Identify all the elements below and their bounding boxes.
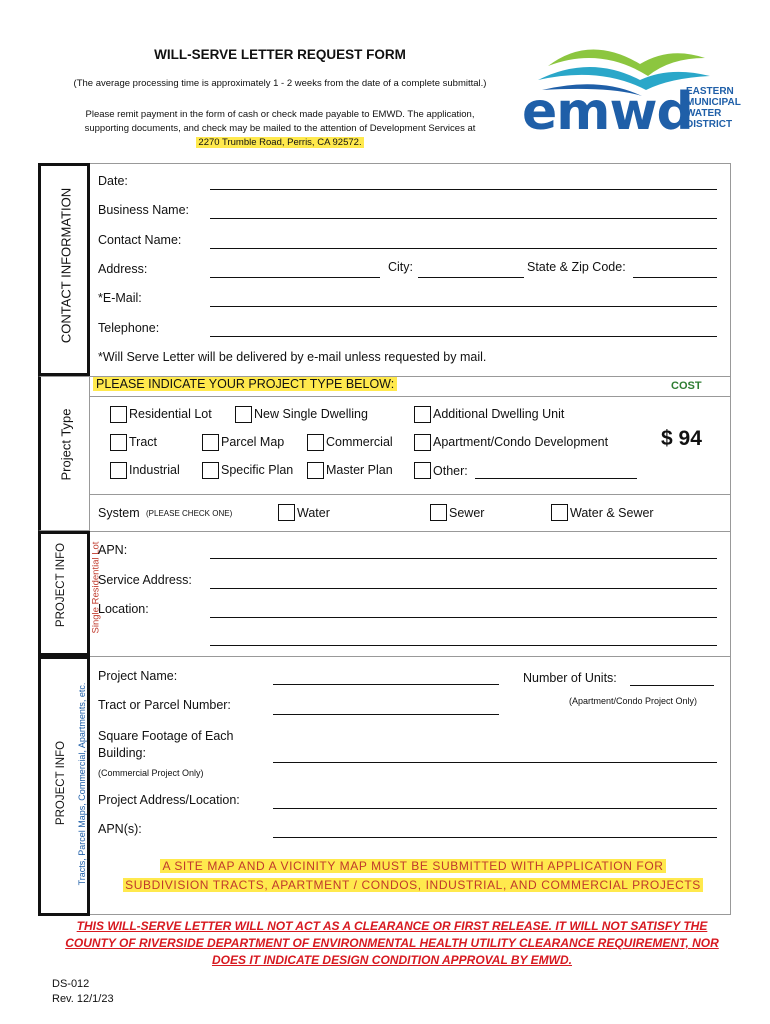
telephone-label: Telephone: xyxy=(98,321,160,335)
form-title: WILL-SERVE LETTER REQUEST FORM xyxy=(154,47,406,62)
business-name-label: Business Name: xyxy=(98,203,190,217)
apns-label: APN(s): xyxy=(98,822,142,836)
date-field[interactable] xyxy=(210,189,717,190)
apn-field[interactable] xyxy=(210,558,717,559)
project-address-field[interactable] xyxy=(273,808,717,809)
location-field[interactable] xyxy=(210,617,717,618)
additional-dwelling-unit-label: Additional Dwelling Unit xyxy=(433,407,565,421)
logo-wordmark: emwd xyxy=(522,82,693,142)
divider xyxy=(90,531,731,532)
project-info-multi-side-box xyxy=(38,656,90,916)
parcel-map-checkbox[interactable] xyxy=(202,434,219,451)
logo-line-1: EASTERN xyxy=(686,86,734,97)
system-label: System xyxy=(98,506,140,520)
service-address-field[interactable] xyxy=(210,588,717,589)
location-field-2[interactable] xyxy=(210,645,717,646)
project-name-label: Project Name: xyxy=(98,669,178,683)
sqft-label xyxy=(98,728,234,762)
cost-label: COST xyxy=(671,380,702,392)
sqft-hint: (Commercial Project Only) xyxy=(98,768,204,778)
payment-note-line-2: supporting documents, and check may be mailed to the attention of Development Services at xyxy=(84,123,476,134)
emwd-logo xyxy=(520,36,750,146)
form-revision: Rev. 12/1/23 xyxy=(52,993,114,1005)
divider xyxy=(90,494,731,495)
water-checkbox[interactable] xyxy=(278,504,295,521)
sewer-label: Sewer xyxy=(449,506,485,520)
payment-note xyxy=(40,108,520,150)
form-id: DS-012 xyxy=(52,978,90,990)
clearance-warning xyxy=(52,918,732,969)
service-address-label: Service Address: xyxy=(98,573,192,587)
contact-name-label: Contact Name: xyxy=(98,233,182,247)
form-footer xyxy=(52,977,114,1007)
other-checkbox[interactable] xyxy=(414,462,431,479)
water-label: Water xyxy=(297,506,330,520)
payment-note-line-1: Please remit payment in the form of cash or check made payable to EMWD. The application, xyxy=(85,109,475,120)
project-info-single-side-box xyxy=(38,531,102,656)
specific-plan-label: Specific Plan xyxy=(221,463,294,477)
apns-field[interactable] xyxy=(273,837,717,838)
project-info-multi-sub: Tracts, Parcel Maps, Commercial, Apartments, etc. xyxy=(77,682,87,886)
project-type-banner: PLEASE INDICATE YOUR PROJECT TYPE BELOW: xyxy=(93,377,397,391)
site-map-line-1: A SITE MAP AND A VICINITY MAP MUST BE SUBMITTED WITH APPLICATION FOR xyxy=(162,859,664,873)
state-zip-field[interactable] xyxy=(633,277,717,278)
sqft-label-line-2: Building: xyxy=(98,746,146,760)
sewer-checkbox[interactable] xyxy=(430,504,447,521)
water-sewer-checkbox[interactable] xyxy=(551,504,568,521)
number-of-units-field[interactable] xyxy=(630,685,714,686)
contact-section-label: CONTACT INFORMATION xyxy=(58,187,74,344)
city-label: City: xyxy=(388,260,413,274)
logo-line-3: WATER xyxy=(686,108,722,119)
tract-parcel-field[interactable] xyxy=(273,714,499,715)
contact-name-field[interactable] xyxy=(210,248,717,249)
project-info-multi-label: PROJECT INFO xyxy=(55,740,67,826)
project-type-section-label: Project Type xyxy=(58,408,74,481)
sqft-label-line-1: Square Footage of Each xyxy=(98,729,234,743)
new-single-dwelling-label: New Single Dwelling xyxy=(254,407,368,421)
project-info-single-sub: Single Residential Lot xyxy=(90,541,102,634)
address-field[interactable] xyxy=(210,277,380,278)
tract-checkbox[interactable] xyxy=(110,434,127,451)
divider xyxy=(90,396,731,397)
water-sewer-label: Water & Sewer xyxy=(570,506,654,520)
logo-line-2: MUNICIPAL xyxy=(686,97,741,108)
warning-line-1: THIS WILL-SERVE LETTER WILL NOT ACT AS A CLEARANCE OR FIRST RELEASE. IT WILL NOT SATISFY THE xyxy=(76,919,708,933)
project-name-field[interactable] xyxy=(273,684,499,685)
industrial-label: Industrial xyxy=(129,463,180,477)
tract-parcel-label: Tract or Parcel Number: xyxy=(98,698,231,712)
contact-side-box xyxy=(38,163,90,376)
processing-note: (The average processing time is approximately 1 - 2 weeks from the date of a complete submittal.) xyxy=(73,78,487,89)
tract-label: Tract xyxy=(129,435,158,449)
site-map-line-2: SUBDIVISION TRACTS, APARTMENT / CONDOS, INDUSTRIAL, AND COMMERCIAL PROJECTS xyxy=(125,878,701,892)
delivery-note: *Will Serve Letter will be delivered by e-mail unless requested by mail. xyxy=(98,350,487,364)
parcel-map-label: Parcel Map xyxy=(221,435,285,449)
apartment-condo-checkbox[interactable] xyxy=(414,434,431,451)
address-label: Address: xyxy=(98,262,148,276)
warning-line-2: COUNTY OF RIVERSIDE DEPARTMENT OF ENVIRONMENTAL HEALTH UTILITY CLEARANCE REQUIREMENT, NOR xyxy=(65,936,719,950)
mailing-address: 2270 Trumble Road, Perris, CA 92572. xyxy=(198,137,362,148)
additional-dwelling-unit-checkbox[interactable] xyxy=(414,406,431,423)
project-address-label: Project Address/Location: xyxy=(98,793,240,807)
warning-line-3: DOES IT INDICATE DESIGN CONDITION APPROVAL BY EMWD. xyxy=(211,953,573,967)
new-single-dwelling-checkbox[interactable] xyxy=(235,406,252,423)
project-type-side-box xyxy=(38,376,90,531)
other-label: Other: xyxy=(433,464,468,478)
sqft-field[interactable] xyxy=(273,762,717,763)
location-label: Location: xyxy=(98,602,149,616)
residential-lot-label: Residential Lot xyxy=(129,407,212,421)
city-field[interactable] xyxy=(418,277,524,278)
apartment-condo-label: Apartment/Condo Development xyxy=(433,435,609,449)
date-label: Date: xyxy=(98,174,128,188)
units-hint: (Apartment/Condo Project Only) xyxy=(569,696,698,706)
email-label: *E-Mail: xyxy=(98,291,142,305)
system-hint: (PLEASE CHECK ONE) xyxy=(146,509,233,518)
business-name-field[interactable] xyxy=(210,218,717,219)
commercial-checkbox[interactable] xyxy=(307,434,324,451)
logo-district-name xyxy=(686,86,741,130)
master-plan-checkbox[interactable] xyxy=(307,462,324,479)
specific-plan-checkbox[interactable] xyxy=(202,462,219,479)
price: $ 94 xyxy=(661,427,702,450)
logo-line-4: DISTRICT xyxy=(686,119,733,130)
number-of-units-label: Number of Units: xyxy=(523,671,617,685)
telephone-field[interactable] xyxy=(210,336,717,337)
master-plan-label: Master Plan xyxy=(326,463,393,477)
project-info-single-label: PROJECT INFO xyxy=(55,542,67,628)
email-field[interactable] xyxy=(210,306,717,307)
residential-lot-checkbox[interactable] xyxy=(110,406,127,423)
apn-label: APN: xyxy=(98,543,128,557)
site-map-notice xyxy=(95,857,731,895)
divider xyxy=(90,656,731,657)
state-zip-label: State & Zip Code: xyxy=(527,260,626,274)
other-field[interactable] xyxy=(475,478,637,479)
industrial-checkbox[interactable] xyxy=(110,462,127,479)
commercial-label: Commercial xyxy=(326,435,393,449)
